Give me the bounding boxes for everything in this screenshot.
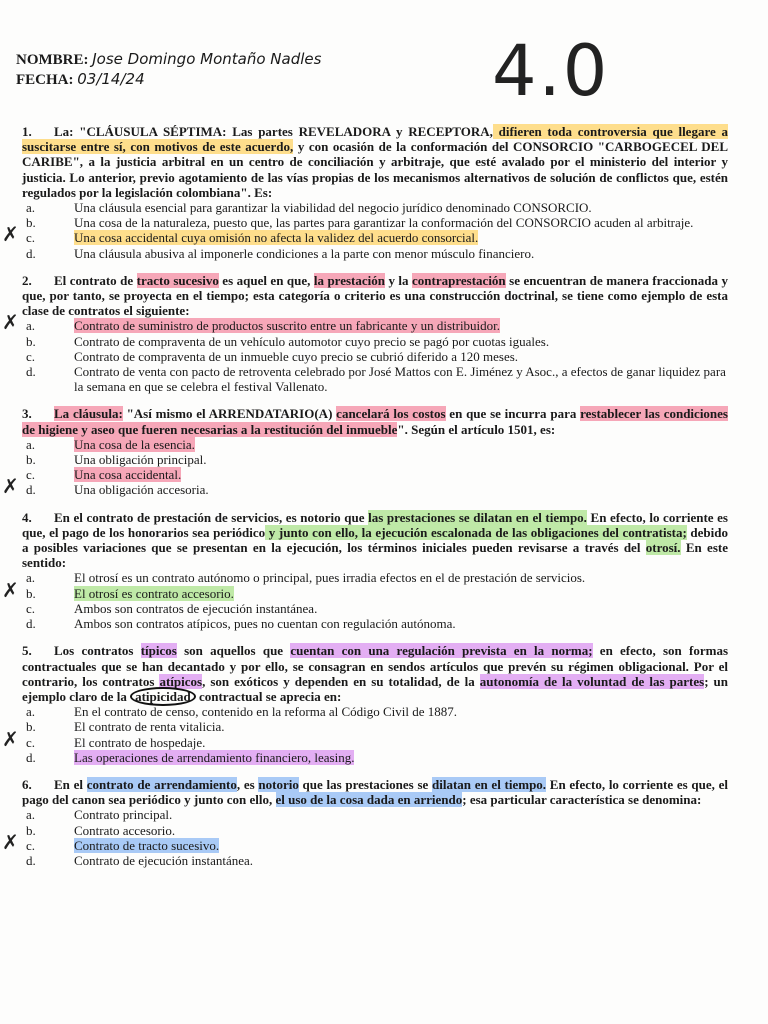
option-letter: c. <box>26 837 36 853</box>
highlight-green: las prestaciones se dilatan en el tiempo. <box>368 509 587 525</box>
option-text: Una obligación principal. <box>74 452 207 468</box>
option-text: Contrato de ejecución instantánea. <box>74 852 254 868</box>
option-letter: a. <box>26 200 36 216</box>
question-2-stem <box>22 273 728 319</box>
option-text: Una cosa accidental. <box>74 467 182 483</box>
option-letter: d. <box>26 364 36 380</box>
date-row <box>16 70 321 90</box>
question-text: El contrato de <box>54 272 137 288</box>
option-text: El otrosí es contrato accesorio. <box>74 585 234 601</box>
cross-mark-icon: ✗ <box>2 310 19 335</box>
highlight-blue: contrato de arrendamiento <box>86 776 237 792</box>
option-b[interactable] <box>22 215 728 230</box>
option-text: Una cosa accidental cuya omisión no afecta la validez del acuerdo consorcial. <box>74 230 479 246</box>
date-label: FECHA: <box>16 72 74 88</box>
question-number: 2. <box>22 272 32 288</box>
option-letter: c. <box>26 348 36 364</box>
question-text: , es <box>236 776 259 792</box>
question-number: 3. <box>22 406 32 422</box>
question-text: y con ocasión de la conformación del CONSORCIO "CARBOGECEL DEL CARIBE", a la justicia arbitral en un centro de conciliación y arbitraje, que esté avalado por el ministerio del interior y justicia. Lo anterior, previo agotamiento de las vías propias de los mecanismos alternativos de solución de conflictos que, estén regulados por la legislación colombiana". Es: <box>22 139 728 200</box>
question-text: es aquel en que, <box>218 272 314 288</box>
name-row <box>16 50 321 70</box>
name-label: NOMBRE: <box>16 52 89 68</box>
option-d[interactable] <box>22 364 728 394</box>
highlight-purple: autonomía de la voluntad de las partes <box>479 673 705 689</box>
option-text: Contrato de tracto sucesivo. <box>74 837 220 853</box>
question-4 <box>2 509 728 632</box>
option-letter: a. <box>26 704 36 720</box>
option-text: Contrato de venta con pacto de retroventa celebrado por José Mattos con E. Jiménez y Asoc., a efectos de ganar liquidez para la semana en que se celebra el festival Vallenato. <box>74 364 726 395</box>
highlight-blue: el uso de la cosa dada en arriendo <box>275 792 463 808</box>
question-text: Los contratos <box>54 643 141 659</box>
question-text: se encuentran de manera fraccionada y que, por tanto, se proyecta en el tiempo; esta categoría o criterio es una construcción doctrinal, se tiene como ejemplo de esta clase de contratos el siguiente: <box>22 272 728 319</box>
highlight-yellow: difieren toda controversia que llegare a suscitarse entre sí, con motivos de este acuerdo, <box>22 124 728 155</box>
cross-mark-icon: ✗ <box>2 726 19 751</box>
circled-word: atipicidad <box>130 687 196 706</box>
question-number: 6. <box>22 776 32 792</box>
option-text: Contrato de suministro de productos suscrito entre un fabricante y un distribuidor. <box>74 318 501 334</box>
highlight-blue: dilatan en el tiempo. <box>432 776 547 792</box>
question-5-stem <box>22 643 728 704</box>
question-text: en efecto, son formas contractuales que se han decantado y por ello, se consagran en sendos artículos que prevén su régimen obligacional. Por el contrario, los contratos <box>22 643 729 689</box>
option-letter: c. <box>26 734 36 750</box>
question-1-stem <box>22 124 728 200</box>
question-6 <box>2 776 728 868</box>
question-4-stem <box>22 510 728 571</box>
highlight-red: cancelará los costos <box>336 406 446 422</box>
question-text: , son exóticos y dependen en su totalidad, de la <box>202 673 480 689</box>
option-a[interactable] <box>22 437 728 452</box>
option-b[interactable] <box>22 719 728 734</box>
question-2 <box>2 272 728 395</box>
question-3 <box>2 406 728 499</box>
option-text: Una cosa de la esencia. <box>74 436 195 452</box>
option-letter: c. <box>26 600 36 616</box>
question-text: ; esa particular característica se denomina: <box>462 792 702 808</box>
question-text: ". Según el artículo 1501, es: <box>397 421 556 437</box>
option-text: Contrato accesorio. <box>74 822 176 838</box>
highlight-purple: cuentan con una regulación prevista en la norma; <box>290 643 593 659</box>
option-a[interactable] <box>22 200 728 215</box>
question-5 <box>2 643 729 765</box>
question-text: En efecto, lo corriente es que, el pago del canon sea periódico y junto con ello, <box>22 776 728 808</box>
option-text: Contrato principal. <box>74 807 173 823</box>
option-letter: a. <box>26 570 36 586</box>
option-text: Una cláusula abusiva al imponerle condiciones a la parte con menor músculo financiero. <box>74 245 535 261</box>
question-text: En efecto, lo corriente es que, el pago de los honorarios sea periódico <box>22 509 728 540</box>
cross-mark-icon: ✗ <box>2 474 19 499</box>
cross-mark-icon: ✗ <box>2 829 19 854</box>
question-text: contractual se aprecia en: <box>195 688 342 704</box>
option-letter: b. <box>26 452 36 468</box>
question-text: que las prestaciones se <box>298 776 432 792</box>
option-letter: d. <box>26 616 36 632</box>
option-letter: d. <box>26 245 36 261</box>
name-value: Jose Domingo Montaño Nadles <box>92 50 322 68</box>
option-b[interactable] <box>22 823 728 838</box>
highlight-green: otrosí. <box>645 540 681 556</box>
question-number: 5. <box>22 643 32 659</box>
question-text: En el contrato de prestación de servicios, es notorio que <box>54 509 369 525</box>
option-text: Ambos son contratos atípicos, pues no cuentan con regulación autónoma. <box>74 616 456 632</box>
option-text: En el contrato de censo, contenido en la reforma al Código Civil de 1887. <box>74 704 458 720</box>
highlight-blue: notorio <box>258 776 299 792</box>
option-text: Una obligación accesoria. <box>74 482 209 498</box>
highlight-purple: atípicos <box>159 673 203 689</box>
question-text: "Así mismo el ARRENDATARIO(A) <box>122 406 337 422</box>
option-letter: b. <box>26 719 36 735</box>
option-letter: b. <box>26 585 36 601</box>
option-d[interactable] <box>22 616 728 631</box>
option-text: El contrato de renta vitalicia. <box>74 719 225 735</box>
option-c[interactable] <box>22 601 728 616</box>
question-text: La: "CLÁUSULA SÉPTIMA: Las partes REVELADORA y RECEPTORA, <box>54 124 493 139</box>
question-text: ; un ejemplo claro de la <box>22 673 728 704</box>
cross-mark-icon: ✗ <box>2 577 19 602</box>
highlight-red: tracto sucesivo <box>136 272 219 288</box>
handwritten-grade: 4.0 <box>492 30 610 112</box>
option-a[interactable] <box>22 807 728 822</box>
question-text: En el <box>54 776 87 792</box>
option-letter: b. <box>26 822 36 838</box>
option-d[interactable] <box>22 853 728 868</box>
option-letter: a. <box>26 436 36 452</box>
highlight-red: la prestación <box>313 272 385 288</box>
date-value: 03/14/24 <box>77 70 145 88</box>
option-text: El otrosí es un contrato autónomo o principal, pues irradia efectos en el de prestación de servicios. <box>74 570 586 586</box>
question-text: son aquellos que <box>176 643 291 659</box>
question-1 <box>2 124 728 261</box>
question-text: en que se incurra para <box>445 406 581 422</box>
option-letter: b. <box>26 215 36 231</box>
question-6-stem <box>22 777 728 807</box>
option-letter: a. <box>26 318 36 334</box>
question-text: En este sentido: <box>22 540 728 571</box>
option-letter: a. <box>26 807 36 823</box>
option-c[interactable] <box>22 467 728 482</box>
exam-content <box>2 124 729 880</box>
highlight-red: La cláusula: <box>54 406 123 422</box>
option-a[interactable] <box>2 310 728 335</box>
cross-mark-icon: ✗ <box>2 222 19 247</box>
highlight-red: contraprestación <box>412 272 506 288</box>
option-a[interactable] <box>22 704 728 719</box>
highlight-red: restablecer las condiciones de higiene y aseo que fueren necesarias a la restitución del inmueble <box>22 406 728 437</box>
option-d[interactable] <box>22 246 728 261</box>
exam-header <box>16 50 321 90</box>
option-text: Las operaciones de arrendamiento financiero, leasing. <box>74 749 355 765</box>
highlight-green: y junto con ello, la ejecución escalonada de las obligaciones del contratista; <box>265 524 687 540</box>
option-b[interactable] <box>22 452 728 467</box>
option-d[interactable] <box>22 750 728 765</box>
question-text: debido a posibles variaciones que se presentan en la ejecución, los términos iniciales pueden revisarse a través del <box>22 524 728 556</box>
option-text: Contrato de compraventa de un vehículo automotor cuyo precio se pagó por cuotas iguales. <box>74 333 550 349</box>
option-text: Ambos son contratos de ejecución instantánea. <box>74 600 318 616</box>
option-text: Una cláusula esencial para garantizar la viabilidad del negocio jurídico denominado CONSORCIO. <box>74 200 592 216</box>
option-letter: c. <box>26 230 36 246</box>
option-letter: b. <box>26 333 36 349</box>
option-c[interactable] <box>22 349 728 364</box>
question-number: 4. <box>22 509 32 525</box>
option-letter: d. <box>26 749 36 765</box>
option-text: Una cosa de la naturaleza, puesto que, las partes para garantizar la conformación del CONSORCIO acuden al arbitraje. <box>74 215 694 231</box>
highlight-purple: típicos <box>140 643 177 659</box>
option-text: Contrato de compraventa de un inmueble cuyo precio se cubrió diferido a 120 meses. <box>74 348 519 364</box>
option-a[interactable] <box>22 570 728 585</box>
option-letter: d. <box>26 852 36 868</box>
option-letter: d. <box>26 482 36 498</box>
question-text: y la <box>384 272 413 288</box>
option-letter: c. <box>26 467 36 483</box>
question-number: 1. <box>22 124 32 139</box>
option-b[interactable] <box>22 334 728 349</box>
question-3-stem <box>22 406 728 436</box>
option-text: El contrato de hospedaje. <box>74 734 206 750</box>
